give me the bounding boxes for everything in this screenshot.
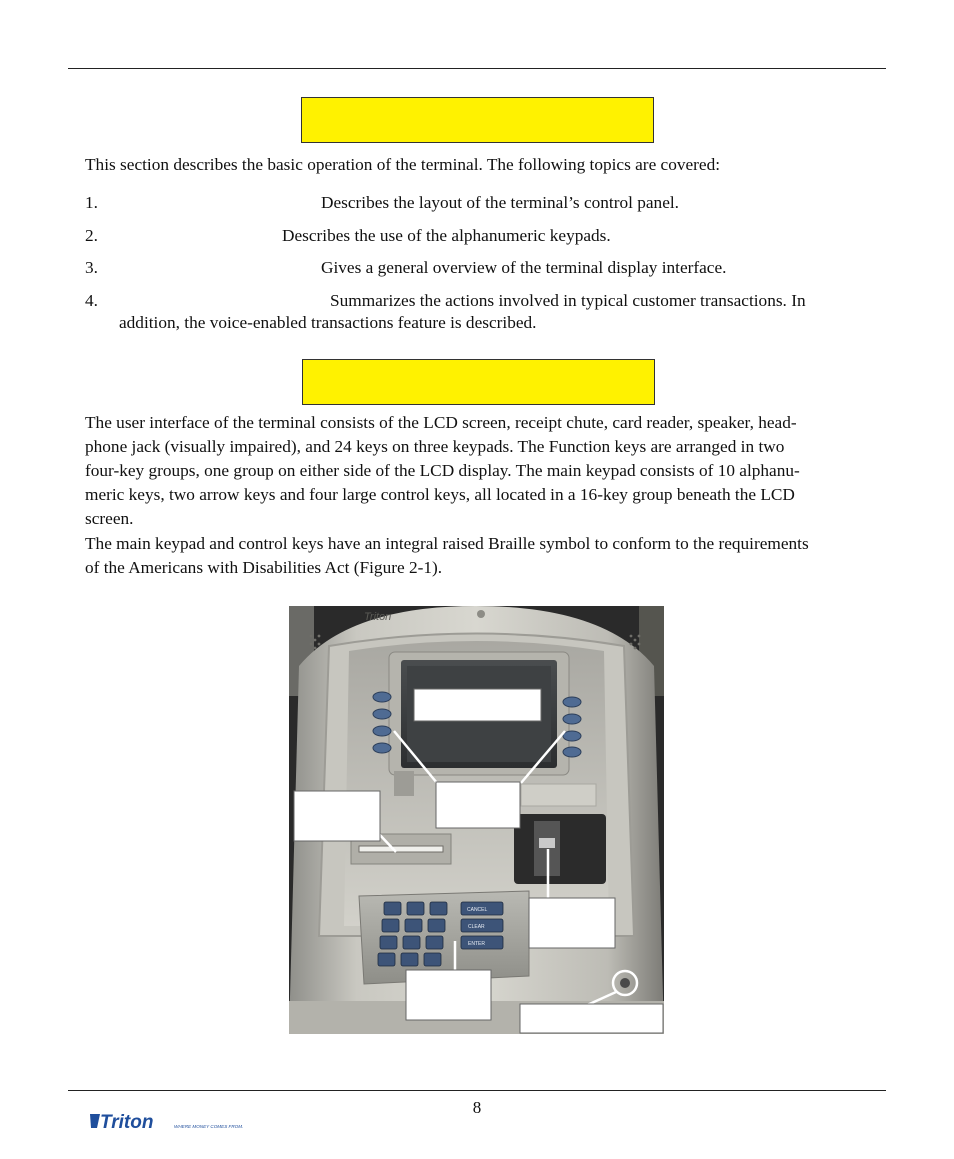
- logo-brand: Triton: [100, 1112, 154, 1133]
- keypad-enter-label: ENTER: [468, 941, 485, 947]
- topic-number-4: 4.: [85, 291, 98, 310]
- keypad-clear-label: CLEAR: [468, 924, 485, 930]
- section-heading-box-2: [302, 359, 655, 405]
- topic-number-1: 1.: [85, 193, 98, 212]
- topic-text-4: Summarizes the actions involved in typical customer transactions. In: [330, 291, 806, 310]
- callout-box-main-keypad: [406, 970, 491, 1020]
- user-interface-paragraph: [85, 411, 890, 531]
- section-heading-box-1: [301, 97, 654, 143]
- callout-box-lcd: [414, 689, 541, 721]
- braille-paragraph: [85, 532, 890, 580]
- callout-box-receipt-chute: [294, 791, 380, 841]
- paragraph-line: phone jack (visually impaired), and 24 keys on three keypads. The Function keys are arranged in two: [85, 437, 785, 456]
- keypad-cancel-label: CANCEL: [467, 907, 488, 913]
- atm-figure-photo: [289, 606, 664, 1034]
- callout-box-function-keys: [436, 782, 520, 828]
- page-number: 8: [472, 1098, 482, 1117]
- paragraph-line: four-key groups, one group on either side of the LCD display. The main keypad consists of 10 alphanu-: [85, 461, 800, 480]
- paragraph-line: The user interface of the terminal consists of the LCD screen, receipt chute, card reader, speaker, head-: [85, 413, 797, 432]
- topic-text-1: Describes the layout of the terminal’s control panel.: [321, 193, 679, 212]
- logo-tagline: WHERE MONEY COMES FROM.: [174, 1124, 244, 1129]
- triton-logo-icon: [88, 1108, 253, 1134]
- top-rule: [68, 68, 886, 69]
- callout-box-card-reader: [529, 898, 615, 948]
- callout-box-headphone-jack: [520, 1004, 663, 1033]
- paragraph-line: meric keys, two arrow keys and four large control keys, all located in a 16-key group beneath the LCD: [85, 485, 795, 504]
- triton-logo: [88, 1108, 253, 1139]
- topic-text-4-continued: addition, the voice-enabled transactions feature is described.: [119, 313, 537, 332]
- bottom-rule: [68, 1090, 886, 1091]
- topic-number-2: 2.: [85, 226, 98, 245]
- topic-number-3: 3.: [85, 258, 98, 277]
- atm-illustration: [289, 606, 664, 1034]
- paragraph-line: screen.: [85, 509, 134, 528]
- paragraph-line: of the Americans with Disabilities Act (Figure 2-1).: [85, 558, 443, 577]
- atm-brand-text: Triton: [364, 611, 392, 623]
- intro-paragraph: This section describes the basic operation of the terminal. The following topics are covered:: [85, 155, 721, 174]
- topic-text-2: Describes the use of the alphanumeric keypads.: [282, 226, 611, 245]
- paragraph-line: The main keypad and control keys have an integral raised Braille symbol to conform to the requirements: [85, 534, 809, 553]
- topic-text-3: Gives a general overview of the terminal display interface.: [321, 258, 727, 277]
